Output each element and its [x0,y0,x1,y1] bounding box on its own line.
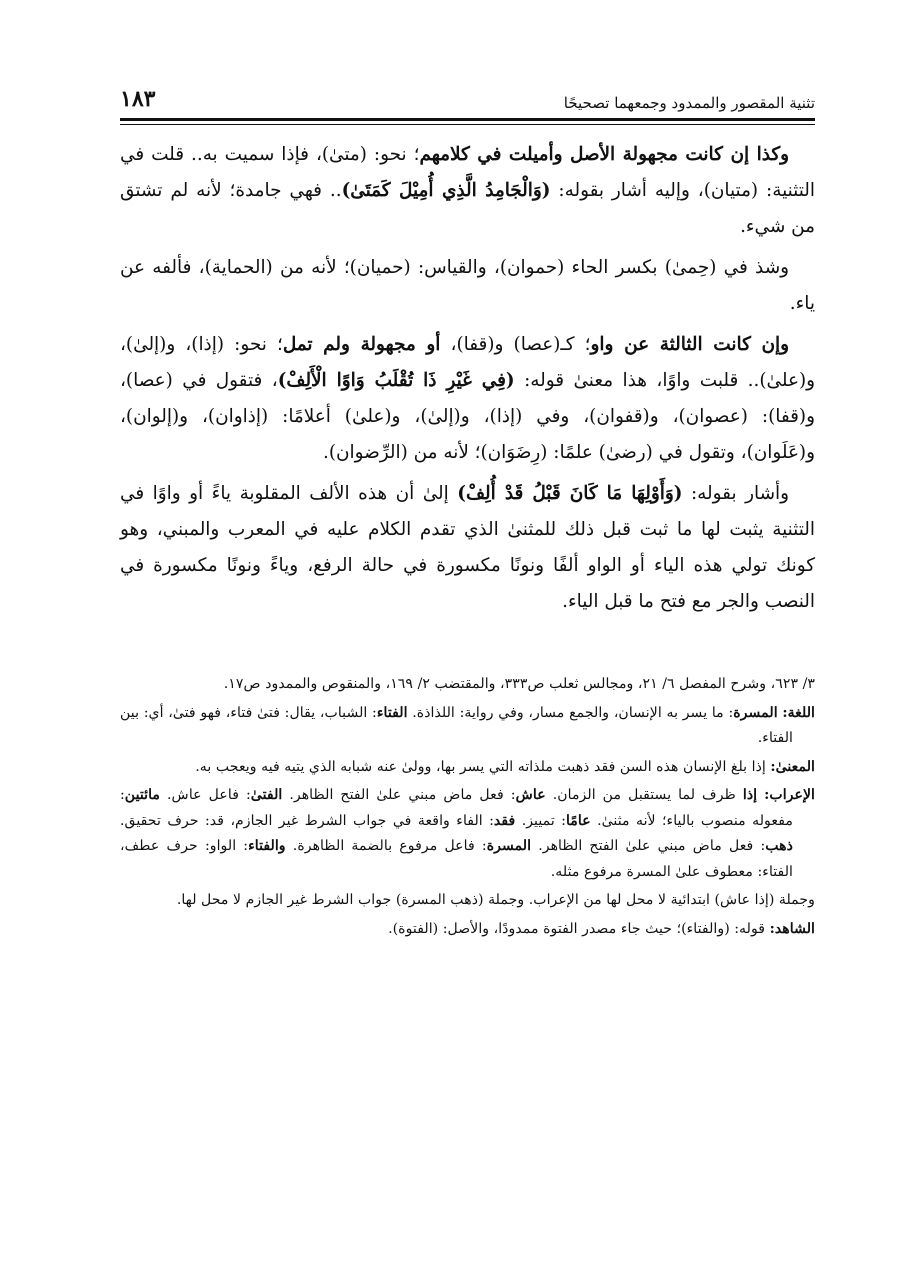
text-run: : ما يسر به الإنسان، والجمع مسار، وفي رواية: اللذاذة. [407,704,734,721]
bold-phrase: وكذا إن كانت مجهولة الأصل وأميلت في كلامهم [419,144,789,165]
text-run: : الفاء واقعة في جواب الشرط غير الجازم، قد: حرف تحقيق. [120,812,494,829]
note-label: الشاهد: [769,920,815,937]
note-term: إذا [742,787,758,803]
footnote-sources: ٣/ ٦٢٣، وشرح المفصل ٦/ ٢١، ومجالس ثعلب ص٣٣٣، والمقتضب ٢/ ١٦٩، والمنقوص والممدود ص١٧. [223,676,815,692]
note-label: المعنىٰ: [770,758,815,775]
paragraph-3 [120,327,815,471]
text-run: : فاعل عاش. [160,787,251,803]
text-run: : تمييز. [515,812,566,829]
note-term: المسرة [486,838,532,854]
paragraph-4 [120,476,815,620]
text-run: إذا بلغ الإنسان هذه السن فقد ذهبت ملذاته التي يسر بها، وولىٰ عنه شبابه الذي يتيه فيه ويعجب به. [195,758,771,775]
text-run: : مفعوله منصوب بالياء؛ لأنه مثنىٰ. [120,787,793,829]
verse-quote: (وَأَوْلِهَا مَا كَانَ قَبْلُ قَدْ أُلِفْ) [457,483,683,504]
note-label: الإعراب: [764,787,815,803]
text-run: قوله: (والفتاء)؛ حيث جاء مصدر الفتوة ممدودًا، والأصل: (الفتوة). [388,920,770,937]
header-rule-thick [120,118,815,121]
note-term: فقد [493,812,516,829]
page [120,78,815,945]
text-run: : فاعل مرفوع بالضمة الظاهرة. [285,838,487,854]
bold-phrase: وإن كانت الثالثة عن واو [590,334,790,355]
text-run: ؛ نحو: (إذا)، و(إلىٰ)، و(علىٰ).. قلبت واوًا، هذا معنىٰ قوله: [120,334,815,391]
note-term: عاش [515,787,546,803]
text-run: : فعل ماض مبني علىٰ الفتح الظاهر. [282,787,516,803]
text-run: : الواو: حرف عطف، الفتاء: معطوف علىٰ المسرة مرفوع مثله. [120,838,793,880]
paragraph-1 [120,137,815,245]
footnote-evidence [120,917,815,943]
footnotes [120,672,815,942]
text-run: : فعل ماض مبني علىٰ الفتح الظاهر. [531,838,766,854]
text-run: ظرف لما يستقبل من الزمان. [545,787,743,803]
footnote-meaning [120,755,815,781]
header-rule-thin [120,124,815,125]
note-term: مائتين [124,787,161,803]
note-term: والفتاء [248,838,286,854]
page-number: ١٨٣ [120,86,156,112]
text-run: وأشار بقوله: [682,483,789,504]
bold-phrase: أو مجهولة ولم تمل [282,334,441,355]
footnote-sentences: وجملة (إذا عاش) ابتدائية لا محل لها من الإعراب. وجملة (ذهب المسرة) جواب الشرط غير الجازم لا محل لها. [176,892,815,908]
verse-quote: (وَالْجَامِدُ الَّذِي أُمِيْلَ كَمَتَىٰ) [341,180,551,201]
note-label: اللغة: [782,704,815,721]
note-term: عامًا [565,812,591,829]
footnote-lexicon [120,701,815,752]
note-term: الفتاء [376,704,408,721]
running-header [120,78,815,112]
text-run: ، فتقول في (عصا)، و(قفا): (عصوان)، و(قفوان)، وفي (إذا)، و(إلىٰ)، و(علىٰ) أعلامًا: (إذاوان)، و(إلوان)، و(عَلَوان)، وتقول في (رضىٰ) علمًا: (رِضَوَان)؛ لأنه من (الرِّضوان). [120,370,815,463]
header-title: تثنية المقصور والممدود وجمعهما تصحيحًا [563,94,815,112]
text-run: إلىٰ أن هذه الألف المقلوبة ياءً أو واوًا في التثنية يثبت لها ما ثبت قبل ذلك للمثنىٰ الذي تقدم الكلام عليه في المعرب والمبني، وهو كونك تولي هذه الياء أو الواو ألفًا ونونًا مكسورة في حالة الرفع، وياءً ونونًا مكسورة في النصب والجر مع فتح ما قبل الياء. [120,483,815,612]
text-run: ؛ كـ(عصا) و(قفا)، [440,334,591,355]
paragraph-2: وشذ في (حِمىٰ) بكسر الحاء (حموان)، والقياس: (حميان)؛ لأنه من (الحماية)، فألفه عن ياء. [120,257,815,314]
footnote-parsing [120,783,815,885]
verse-quote: (فِي غَيْرِ ذَا تُقْلَبُ وَاوًا الْأَلِفْ) [277,370,515,391]
main-text [120,137,815,620]
note-term: ذهب [765,838,793,854]
text-run: : الشباب، يقال: فتىٰ فتاء، فهو فتىٰ، أي: بين الفتاء. [120,704,793,746]
text-run: .. فهي جامدة؛ لأنه لم تشتق من شيء. [120,180,815,237]
text-run: ؛ نحو: (متىٰ)، فإذا سميت به.. قلت في التثنية: (متيان)، وإليه أشار بقوله: [120,144,815,201]
note-term: المسرة [733,704,778,721]
note-term: الفتىٰ [250,787,283,803]
